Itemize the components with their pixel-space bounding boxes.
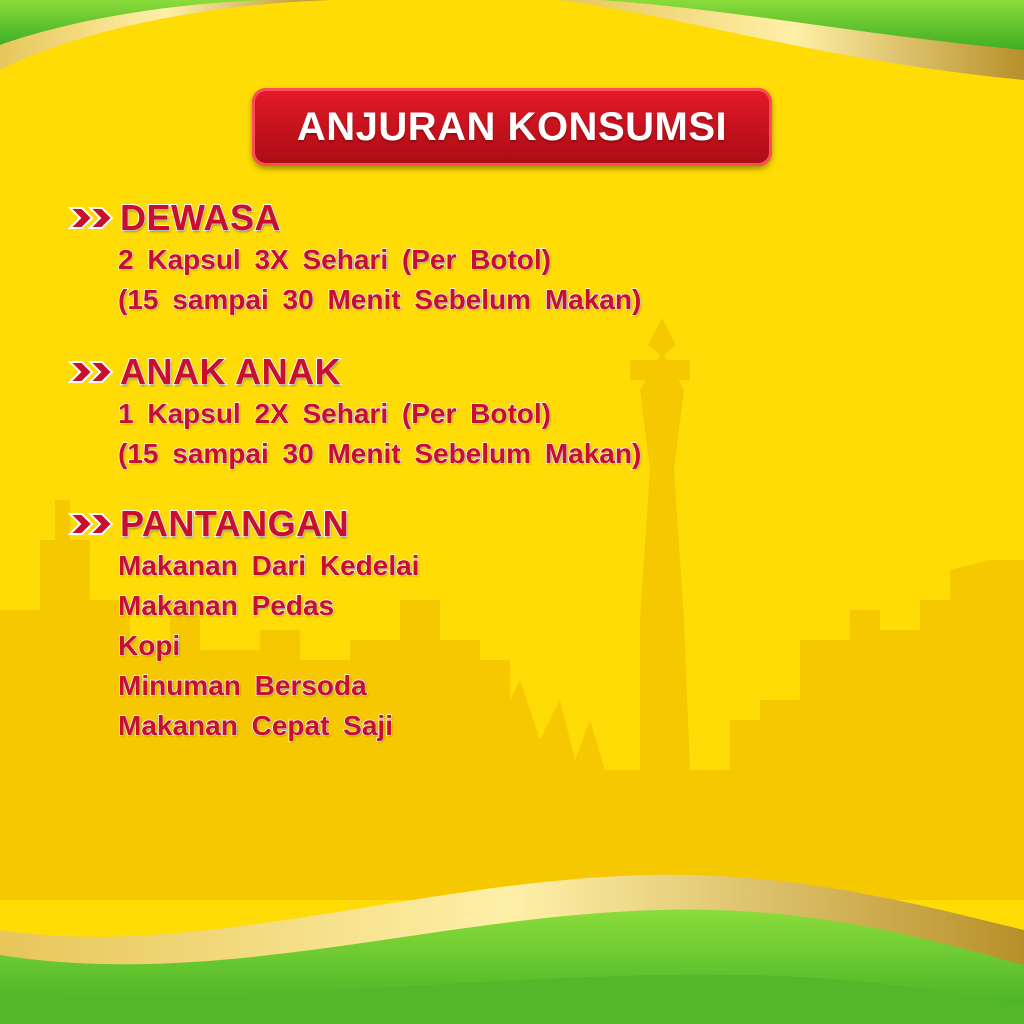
section-line: 1 Kapsul 2X Sehari (Per Botol) bbox=[118, 398, 551, 429]
section-heading: PANTANGAN bbox=[120, 503, 350, 544]
double-chevron-icon bbox=[68, 511, 116, 537]
section-line: (15 sampai 30 Menit Sebelum Makan) bbox=[118, 284, 642, 315]
double-chevron-icon bbox=[68, 359, 116, 385]
section-anak-anak bbox=[68, 350, 641, 474]
section-line: Makanan Dari Kedelai bbox=[118, 550, 420, 581]
double-chevron-icon bbox=[68, 205, 116, 231]
section-line: 2 Kapsul 3X Sehari (Per Botol) bbox=[118, 244, 551, 275]
section-header bbox=[68, 502, 419, 546]
page-title: ANJURAN KONSUMSI bbox=[296, 104, 728, 149]
section-header bbox=[68, 350, 641, 394]
section-line: Makanan Pedas bbox=[118, 590, 335, 621]
section-heading: DEWASA bbox=[120, 197, 282, 238]
section-header bbox=[68, 196, 641, 240]
section-pantangan bbox=[68, 502, 419, 746]
section-line: Makanan Cepat Saji bbox=[118, 710, 393, 741]
section-dewasa bbox=[68, 196, 641, 320]
section-line: (15 sampai 30 Menit Sebelum Makan) bbox=[118, 438, 642, 469]
section-line: Kopi bbox=[118, 630, 181, 661]
title-badge bbox=[252, 88, 772, 166]
section-line: Minuman Bersoda bbox=[118, 670, 367, 701]
section-heading: ANAK ANAK bbox=[120, 351, 342, 392]
